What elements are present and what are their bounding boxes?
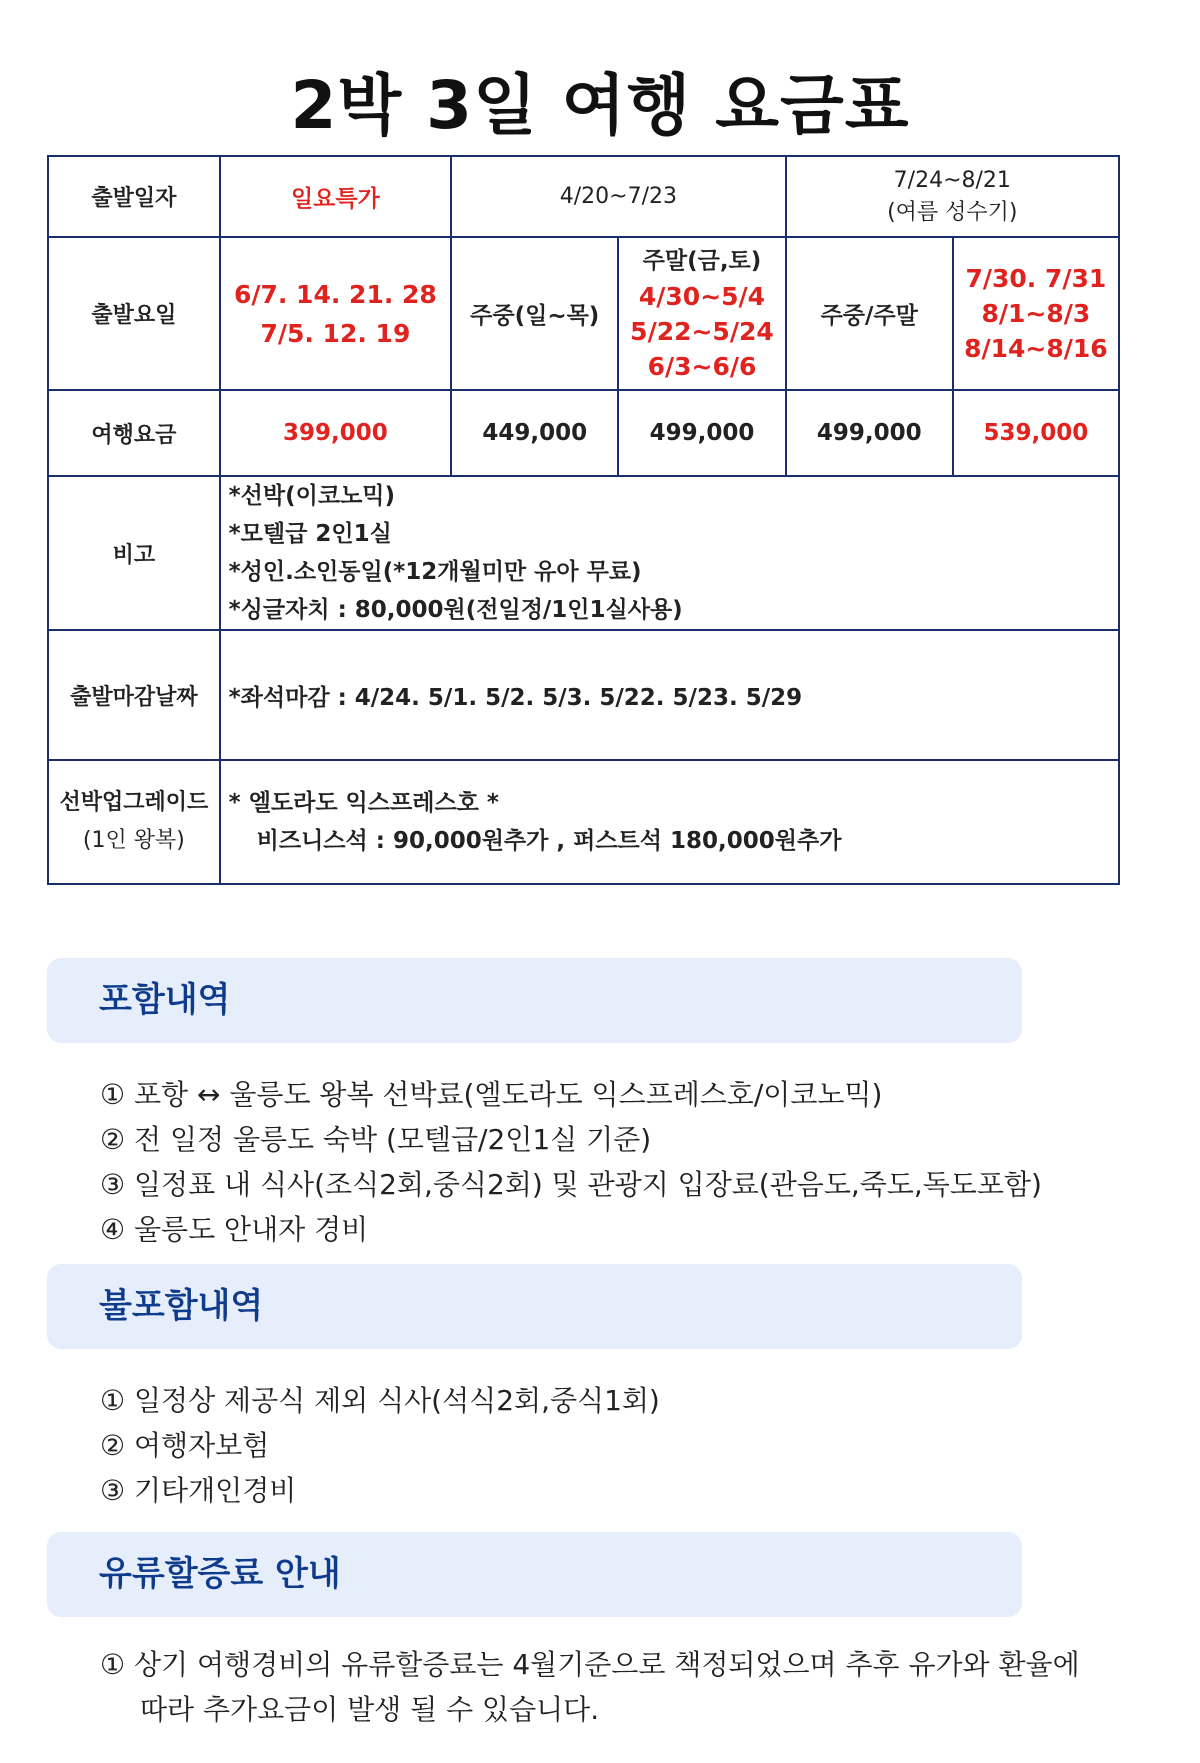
fuel-line-2: [100, 1687, 1080, 1732]
label-departure-day: 출발요일: [48, 237, 220, 390]
days-sunday: [220, 237, 451, 390]
fuel-line-1: ① 상기 여행경비의 유류할증료는 4월기준으로 책정되었으며 추후 유가와 환율에: [100, 1648, 1080, 1681]
fare-table: [47, 155, 1120, 885]
note-cell: [220, 476, 1119, 630]
fuel-list: [100, 1642, 1080, 1732]
row-note: [48, 476, 1119, 630]
row-upgrade: [48, 760, 1119, 884]
section-included-title: 포함내역: [99, 980, 231, 1020]
row-departure-date: [48, 156, 1119, 237]
section-fuel-header: [47, 1532, 1022, 1617]
list-item: ② 전 일정 울릉도 숙박 (모텔급/2인1실 기준): [100, 1123, 652, 1156]
days-spring-weekend-2: 5/22~5/24: [630, 316, 774, 346]
upgrade-cell: [220, 760, 1119, 884]
list-item: ① 포항 ↔ 울릉도 왕복 선박료(엘도라도 익스프레스호/이코노믹): [100, 1078, 883, 1111]
upgrade-line-1: * 엘도라도 익스프레스호 *: [228, 790, 499, 816]
label-deadline: 출발마감날짜: [48, 630, 220, 760]
fare-spring-weekday: 449,000: [451, 390, 618, 476]
period-summer-line2: (여름 성수기): [887, 199, 1018, 225]
list-item: ② 여행자보험: [100, 1429, 270, 1462]
fare-summer-all: 499,000: [786, 390, 953, 476]
days-summer-all: 주중/주말: [786, 237, 953, 390]
days-sunday-line2: 7/5. 12. 19: [260, 318, 411, 348]
list-item: ③ 일정표 내 식사(조식2회,중식2회) 및 관광지 입장료(관음도,죽도,독도포함): [100, 1168, 1042, 1201]
note-line-1: *선박(이코노믹): [228, 483, 396, 509]
days-sunday-line1: 6/7. 14. 21. 28: [233, 279, 437, 309]
section-excluded-header: [47, 1264, 1022, 1349]
days-spring-weekday: 주중(일~목): [451, 237, 618, 390]
note-line-4: *싱글자치 : 80,000원(전일정/1인1실사용): [228, 597, 683, 623]
label-upgrade-line2: (1인 왕복): [82, 828, 185, 853]
section-excluded-title: 불포함내역: [99, 1286, 264, 1326]
note-line-3: *성인.소인동일(*12개월미만 유아 무료): [228, 559, 642, 585]
label-note: 비고: [48, 476, 220, 630]
list-item: ① 일정상 제공식 제외 식사(석식2회,중식1회): [100, 1384, 660, 1417]
days-summer-peak: [953, 237, 1119, 390]
days-summer-peak-3: 8/14~8/16: [964, 334, 1108, 363]
label-upgrade: [48, 760, 220, 884]
label-upgrade-line1: 선박업그레이드: [59, 790, 209, 815]
days-spring-weekend-head: 주말(금,토): [642, 247, 762, 274]
label-fare: 여행요금: [48, 390, 220, 476]
period-spring: 4/20~7/23: [451, 156, 785, 237]
fuel-line-2-text: 따라 추가요금이 발생 될 수 있습니다.: [140, 1693, 600, 1726]
days-spring-weekend: [618, 237, 785, 390]
row-fare: [48, 390, 1119, 476]
upgrade-line-2: 비즈니스석 : 90,000원추가 , 퍼스트석 180,000원추가: [256, 828, 842, 854]
section-fuel-title: 유류할증료 안내: [99, 1554, 341, 1594]
page-title: 2박 3일 여행 요금표: [290, 67, 910, 144]
period-sunday-special: 일요특가: [220, 156, 451, 237]
row-departure-day: [48, 237, 1119, 390]
list-item: ④ 울릉도 안내자 경비: [100, 1213, 369, 1246]
period-summer: [786, 156, 1119, 237]
days-summer-peak-2: 8/1~8/3: [981, 299, 1091, 328]
note-line-2: *모텔급 2인1실: [228, 521, 392, 547]
excluded-list: [100, 1378, 660, 1513]
days-spring-weekend-3: 6/3~6/6: [647, 351, 757, 381]
row-deadline: [48, 630, 1119, 760]
list-item: ③ 기타개인경비: [100, 1474, 297, 1507]
section-included-header: [47, 958, 1022, 1043]
fare-spring-weekend: 499,000: [618, 390, 785, 476]
days-spring-weekend-1: 4/30~5/4: [638, 281, 766, 311]
label-departure-date: 출발일자: [48, 156, 220, 237]
fare-summer-peak: 539,000: [953, 390, 1119, 476]
included-list: [100, 1072, 1042, 1252]
fare-sunday-special: 399,000: [220, 390, 451, 476]
deadline-text: *좌석마감 : 4/24. 5/1. 5/2. 5/3. 5/22. 5/23. 5/29: [220, 630, 1119, 760]
period-summer-line1: 7/24~8/21: [893, 167, 1011, 193]
days-summer-peak-1: 7/30. 7/31: [965, 264, 1107, 293]
